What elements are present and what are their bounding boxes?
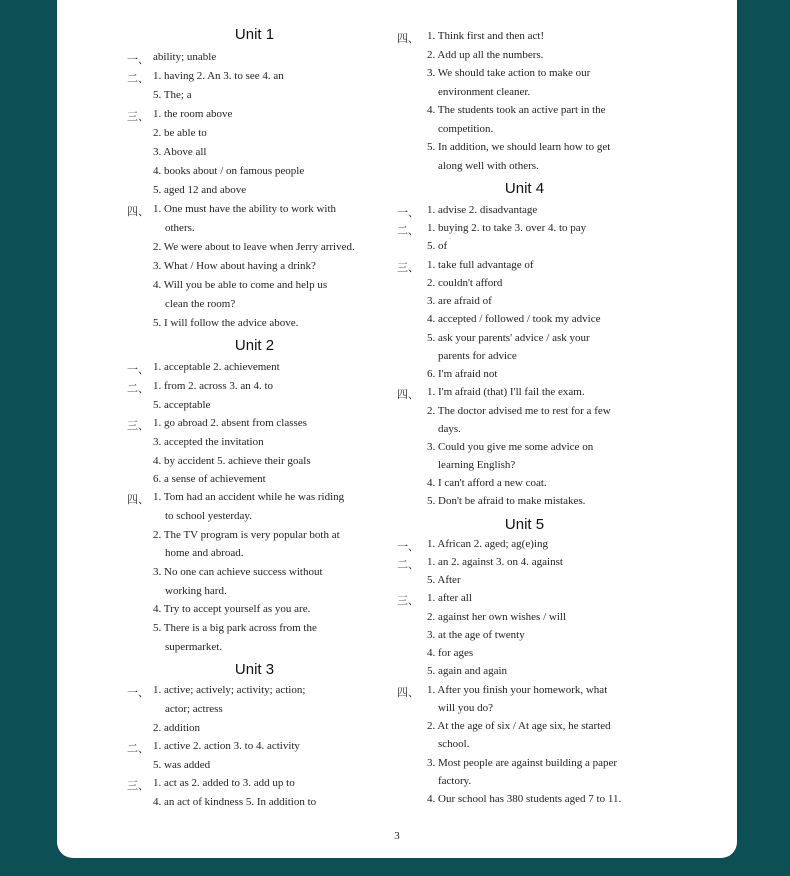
answer-text: 3. What / How about having a drink? (153, 260, 316, 272)
answer-text: learning English? (438, 459, 516, 471)
answer-text: 2. We were about to leave when Jerry arrived. (153, 241, 355, 253)
section-marker: 一、 (127, 364, 149, 376)
section-marker: 二、 (127, 743, 149, 755)
answer-text: 1. from 2. across 3. an 4. to (153, 380, 274, 392)
answer-text: will you do? (438, 702, 493, 714)
unit-2-section (127, 337, 382, 653)
unit-title: Unit 1 (234, 26, 275, 43)
answer-text: 1. One must have the ability to work with (153, 203, 336, 215)
section-marker: 三、 (127, 111, 149, 123)
answer-text: 5. was added (153, 759, 211, 771)
answer-text: 2. At the age of six / At age six, he started (427, 720, 611, 732)
answer-text: parents for advice (438, 350, 517, 362)
unit-title: Unit 2 (234, 337, 275, 354)
answer-text: factory. (438, 775, 472, 787)
answer-text: 1. act as 2. added to 3. add up to (153, 777, 295, 789)
answer-text: working hard. (165, 585, 227, 597)
section-marker: 四、 (397, 33, 419, 45)
answer-text: 1. buying 2. to take 3. over 4. to pay (427, 222, 587, 234)
unit-title: Unit 5 (504, 516, 545, 533)
unit-title: Unit 4 (504, 180, 545, 197)
answer-text: 4. Our school has 380 students aged 7 to 11. (427, 793, 622, 805)
section-marker: 二、 (397, 225, 419, 237)
answer-key-page (57, 0, 737, 858)
answer-text: 4. The students took an active part in the (427, 104, 606, 116)
answer-text: 1. an 2. against 3. on 4. against (427, 556, 563, 568)
section-marker: 三、 (397, 262, 419, 274)
answer-text: 5. again and again (427, 665, 508, 677)
answer-text: 1. go abroad 2. absent from classes (153, 417, 307, 429)
section-marker: 三、 (397, 595, 419, 607)
answer-text: others. (165, 222, 195, 234)
answer-text: 5. In addition, we should learn how to get (427, 141, 611, 153)
answer-text: 1. active 2. action 3. to 4. activity (153, 740, 300, 752)
answer-text: 2. be able to (153, 127, 207, 139)
answer-text: 2. The TV program is very popular both at (153, 529, 340, 541)
section-marker: 一、 (397, 207, 419, 219)
answer-text: 1. active; actively; activity; action; (153, 684, 306, 696)
answer-text: 4. accepted / followed / took my advice (427, 313, 601, 325)
answer-text: along well with others. (438, 160, 539, 172)
section-marker: 四、 (127, 206, 149, 218)
answer-text: actor; actress (165, 703, 223, 715)
answer-text: 6. a sense of achievement (153, 473, 266, 485)
answer-text: 6. I'm afraid not (427, 368, 498, 380)
answer-text: environment cleaner. (438, 86, 531, 98)
answer-text: 1. take full advantage of (427, 259, 534, 271)
answer-text: school. (438, 738, 470, 750)
answer-text: 4. by accident 5. achieve their goals (153, 455, 311, 467)
answer-text: 2. Add up all the numbers. (427, 49, 544, 61)
section-marker: 二、 (397, 559, 419, 571)
section-marker: 三、 (127, 780, 149, 792)
answer-text: 2. against her own wishes / will (427, 611, 567, 623)
section-marker: 二、 (127, 383, 149, 395)
answer-text: 4. an act of kindness 5. In addition to (153, 796, 317, 808)
section-marker: 一、 (127, 54, 149, 66)
answer-text: 3. are afraid of (427, 295, 492, 307)
answer-text: 4. I can't afford a new coat. (427, 477, 547, 489)
unit-5-section (397, 516, 652, 805)
answer-text: 3. at the age of twenty (427, 629, 525, 641)
answer-text: 5. The; a (153, 89, 192, 101)
answer-text: 5. There is a big park across from the (153, 622, 317, 634)
answer-text: 3. accepted the invitation (153, 436, 264, 448)
answer-text: 4. Try to accept yourself as you are. (153, 603, 311, 615)
answer-text: 1. advise 2. disadvantage (427, 204, 538, 216)
answer-text: 4. for ages (427, 647, 474, 659)
unit-title: Unit 3 (234, 661, 275, 678)
answer-text: 4. books about / on famous people (153, 165, 305, 177)
section-marker: 一、 (127, 687, 149, 699)
section-marker: 二、 (127, 73, 149, 85)
answer-text: to school yesterday. (165, 510, 252, 522)
answer-text: 1. African 2. aged; ag(e)ing (427, 538, 548, 550)
answer-text: 5. I will follow the advice above. (153, 317, 299, 329)
answer-text: 1. I'm afraid (that) I'll fail the exam. (427, 386, 585, 398)
answer-text: 3. Could you give me some advice on (427, 441, 594, 453)
answer-text: ability; unable (153, 51, 217, 63)
section-marker: 四、 (397, 389, 419, 401)
answer-text: supermarket. (165, 641, 223, 653)
unit-4-section (397, 180, 652, 507)
answer-text: days. (438, 423, 461, 435)
answer-text: 1. acceptable 2. achievement (153, 361, 280, 373)
answer-text: 3. Most people are against building a paper (427, 757, 618, 769)
answer-text: 5. After (427, 574, 461, 586)
answer-text: home and abroad. (165, 547, 244, 559)
answer-text: 3. Above all (153, 146, 207, 158)
answer-text: clean the room? (165, 298, 236, 310)
unit-1-section (127, 26, 382, 329)
page-number: 3 (394, 830, 400, 842)
answer-text: 1. the room above (153, 108, 233, 120)
answer-text: 3. We should take action to make our (427, 67, 591, 79)
answer-text: 5. aged 12 and above (153, 184, 247, 196)
section-marker: 三、 (127, 420, 149, 432)
section-marker: 一、 (397, 541, 419, 553)
answer-text: 1. Tom had an accident while he was riding (153, 491, 345, 503)
answer-text: 5. acceptable (153, 399, 211, 411)
answer-text: 1. after all (427, 592, 472, 604)
section-marker: 四、 (127, 494, 149, 506)
answer-text: 5. Don't be afraid to make mistakes. (427, 495, 586, 507)
answer-text: 1. having 2. An 3. to see 4. an (153, 70, 284, 82)
answer-text: competition. (438, 123, 494, 135)
answer-text: 1. After you finish your homework, what (427, 684, 608, 696)
answer-text: 2. The doctor advised me to rest for a few (427, 405, 611, 417)
answer-text: 4. Will you be able to come and help us (153, 279, 328, 291)
answer-text: 1. Think first and then act! (427, 30, 545, 42)
answer-text: 5. of (427, 240, 448, 252)
section-marker: 四、 (397, 687, 419, 699)
answer-text: 3. No one can achieve success without (153, 566, 323, 578)
answer-text: 5. ask your parents' advice / ask your (427, 332, 590, 344)
unit-3-section (127, 661, 382, 808)
answer-text: 2. couldn't afford (427, 277, 503, 289)
answer-text: 2. addition (153, 722, 201, 734)
